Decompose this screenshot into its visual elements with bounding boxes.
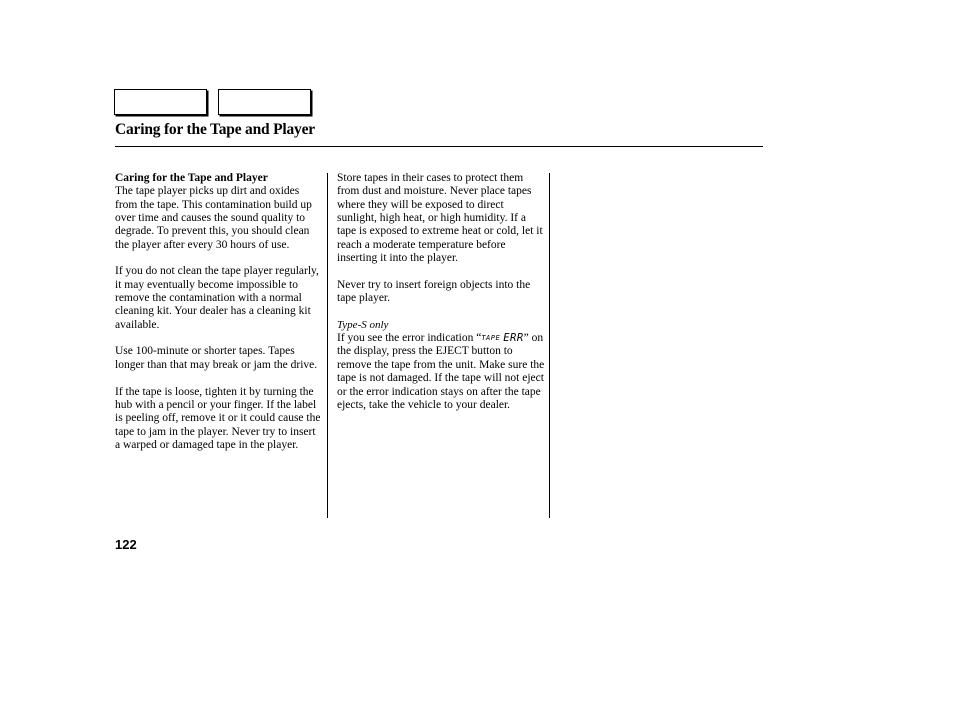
column-divider-1: [327, 173, 328, 518]
lcd-tape-text: TAPE: [481, 334, 501, 343]
column-divider-2: [549, 173, 550, 518]
paragraph-error-indication: [337, 332, 545, 412]
nav-box-index[interactable]: [218, 89, 311, 115]
page-number: 122: [115, 537, 137, 552]
paragraph: If you do not clean the tape player regularly, it may eventually become impossible to remove the contamination with a normal cleaning kit. Your dealer has a cleaning kit available.: [115, 265, 319, 331]
section-heading: Caring for the Tape and Player: [115, 172, 268, 184]
nav-box-main-menu[interactable]: [114, 89, 207, 115]
paragraph: Store tapes in their cases to protect them from dust and moisture. Never place tapes where they will be exposed to direct sunlight, high heat, or high humidity. If a tape is exposed to extreme heat or cold, let it reach a moderate temperature before inserting it into the player.: [337, 172, 543, 265]
error-intro-text: If you see the error indication “: [337, 332, 482, 345]
type-s-note-label: Type-S only: [337, 318, 389, 331]
paragraph-text: The tape player picks up dirt and oxides from the tape. This contamination build up over time and causes the sound quality to degrade. To prevent this, you should clean the player after every 30 hours of use.: [115, 185, 312, 251]
page-title: Caring for the Tape and Player: [115, 121, 315, 138]
paragraph: Use 100-minute or shorter tapes. Tapes longer than that may break or jam the drive.: [115, 345, 318, 371]
paragraph: If the tape is loose, tighten it by turning the hub with a pencil or your finger. If the label is peeling off, remove it or it could cause the tape to jam in the player. Never try to insert a warped or damaged tape in the player.: [115, 385, 321, 451]
left-column: [115, 172, 321, 466]
paragraph: Never try to insert foreign objects into the tape player.: [337, 278, 531, 305]
lcd-err-text: ERR: [503, 332, 524, 345]
middle-column: [337, 172, 545, 426]
title-divider: [115, 146, 763, 147]
error-rest-text: ” on the display, press the EJECT button to remove the tape from the unit. Make sure the tape is not damaged. If the tape will not eject or the error indication stays on after the tape ejects, take the vehicle to your dealer.: [337, 332, 545, 411]
paragraph-intro: [115, 172, 321, 252]
